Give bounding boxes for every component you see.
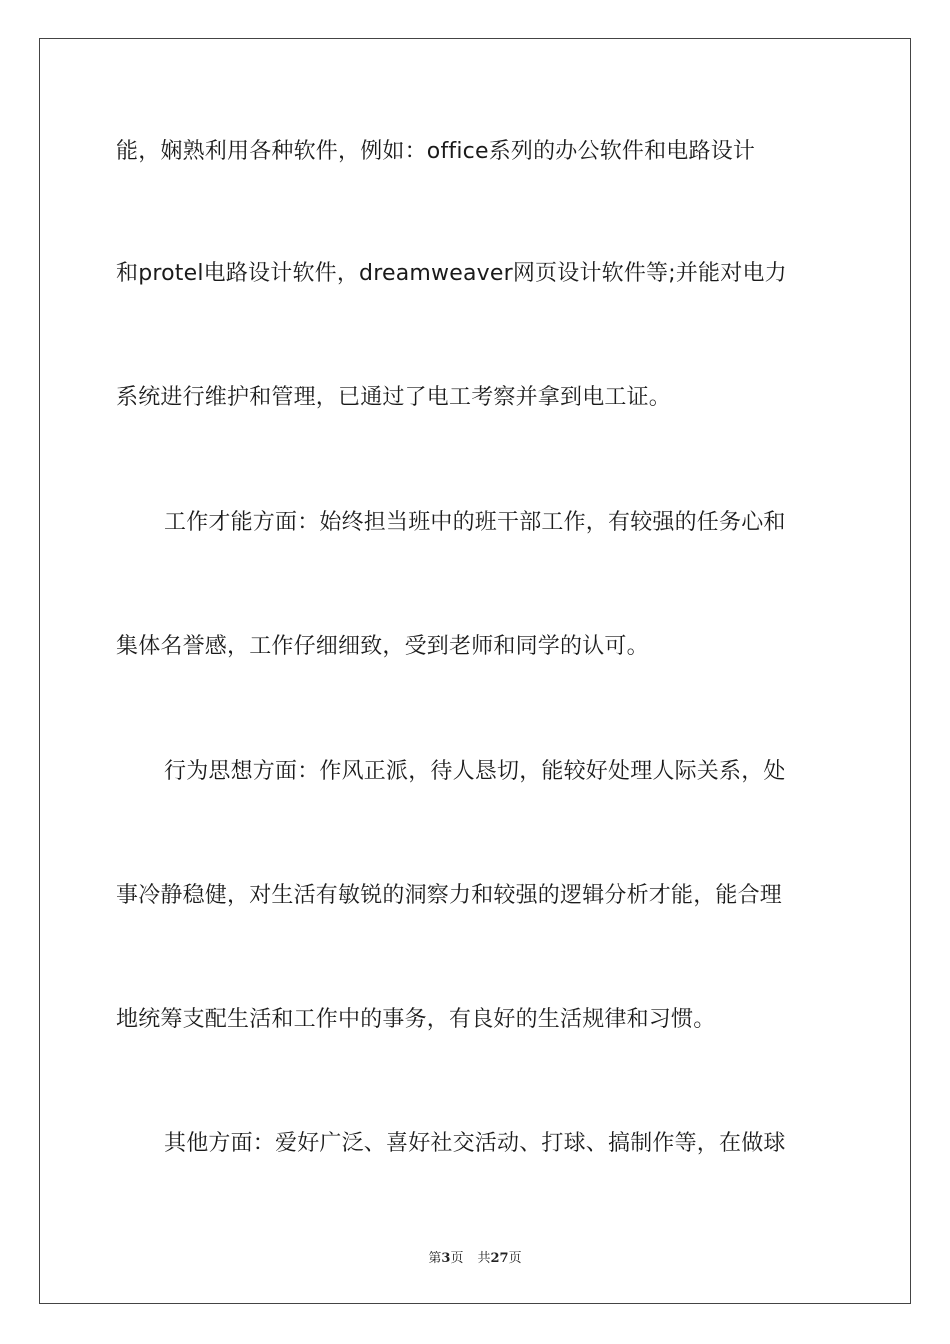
body-text-line: 事冷静稳健，对生活有敏锐的洞察力和较强的逻辑分析才能，能合理 (116, 883, 783, 908)
body-text-line: 地统筹支配生活和工作中的事务，有良好的生活规律和习惯。 (116, 1007, 716, 1032)
page-number: 3 (441, 1251, 451, 1266)
page-footer (0, 1247, 950, 1266)
total-pages: 27 (490, 1251, 509, 1266)
body-text-line: 集体名誉感，工作仔细细致，受到老师和同学的认可。 (116, 634, 649, 659)
paragraph-first-line: 其他方面：爱好广泛、喜好社交活动、打球、搞制作等，在做球 (164, 1131, 786, 1156)
total-prefix: 共 (477, 1251, 491, 1266)
page-prefix: 第 (428, 1251, 442, 1266)
paragraph-first-line: 工作才能方面：始终担当班中的班干部工作，有较强的任务心和 (164, 510, 786, 535)
total-suffix: 页 (508, 1251, 522, 1266)
page-border (39, 38, 911, 1304)
page-suffix: 页 (450, 1251, 464, 1266)
body-text-line: 和protel电路设计软件，dreamweaver网页设计软件等;并能对电力 (116, 261, 787, 286)
paragraph-first-line: 行为思想方面：作风正派，待人恳切，能较好处理人际关系，处 (164, 759, 786, 784)
body-text-line: 系统进行维护和管理，已通过了电工考察并拿到电工证。 (116, 385, 672, 410)
body-text-line: 能，娴熟利用各种软件，例如：office系列的办公软件和电路设计 (116, 139, 756, 164)
